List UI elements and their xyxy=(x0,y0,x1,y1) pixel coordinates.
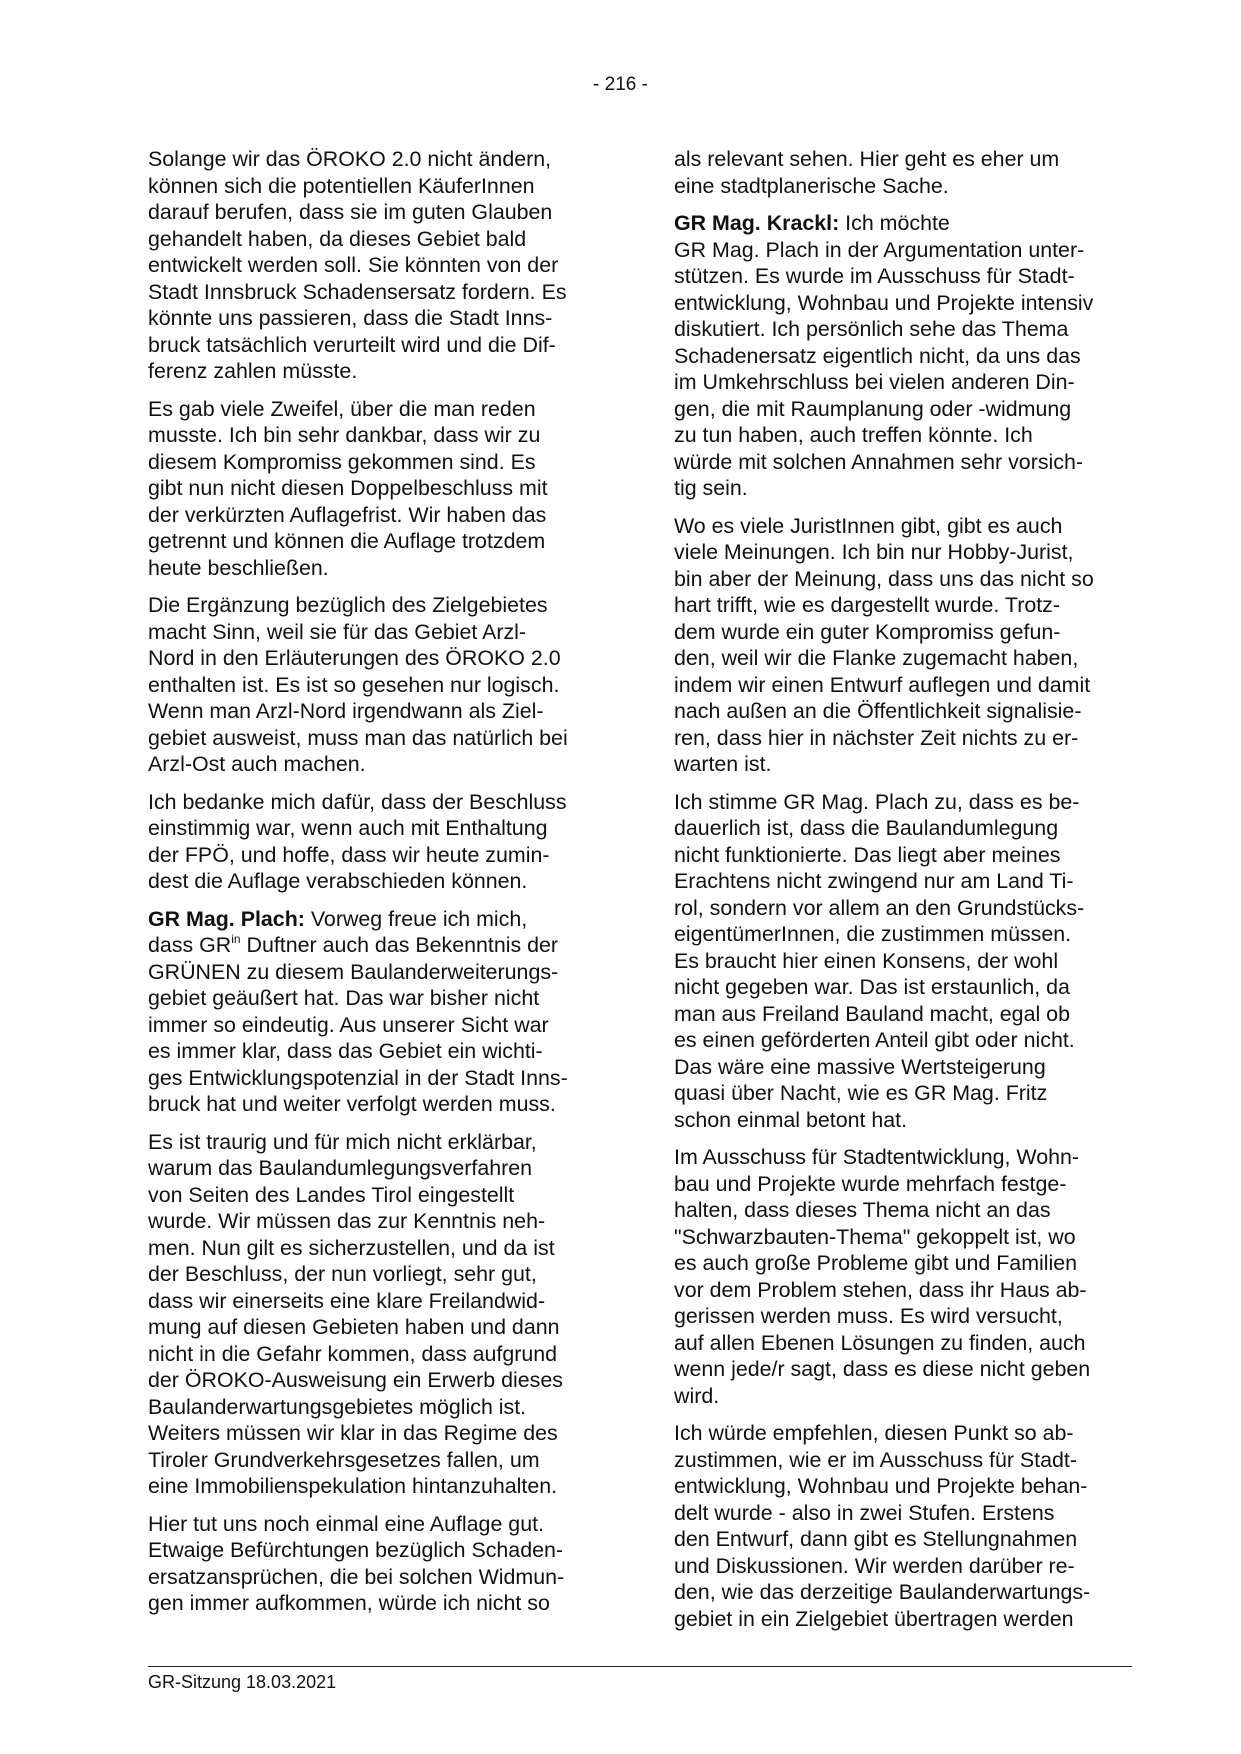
text-line xyxy=(148,932,603,959)
text-line: Schadenersatz eigentlich nicht, da uns das xyxy=(674,343,1081,368)
text-line: es auch große Probleme gibt und Familien xyxy=(674,1251,1078,1275)
text-line: "Schwarzbauten-Thema" gekoppelt ist, wo xyxy=(674,1224,1076,1249)
text-line: der Beschluss, der nun vorliegt, sehr gut, xyxy=(148,1262,537,1286)
text-line: können sich die potentiellen KäuferInnen xyxy=(148,173,535,198)
text-line: als relevant sehen. Hier geht es eher um xyxy=(674,147,1060,171)
text-line: darauf berufen, dass sie im guten Glauben xyxy=(148,200,553,224)
text-line: es immer klar, dass das Gebiet ein wichti- xyxy=(148,1039,543,1063)
text-line: warum das Baulandumlegungsverfahren xyxy=(148,1156,533,1180)
text-line: der verkürzten Auflagefrist. Wir haben das xyxy=(148,502,547,527)
left-column xyxy=(148,146,603,1628)
text-line: tig sein. xyxy=(674,476,748,500)
text-line: Ich würde empfehlen, diesen Punkt so ab- xyxy=(674,1421,1074,1445)
text-line: gen, die mit Raumplanung oder -widmung xyxy=(674,396,1072,421)
text-line: dauerlich ist, dass die Baulandumlegung xyxy=(674,816,1059,840)
text-line: gebiet geäußert hat. Das war bisher nicht xyxy=(148,986,540,1010)
text-line: Etwaige Befürchtungen bezüglich Schaden- xyxy=(148,1538,564,1562)
text-line: Erachtens nicht zwingend nur am Land Ti- xyxy=(674,869,1074,893)
text-line: Im Ausschuss für Stadtentwicklung, Wohn- xyxy=(674,1145,1080,1169)
text-line: bau und Projekte wurde mehrfach festge- xyxy=(674,1171,1067,1196)
text-line: entwickelt werden soll. Sie könnten von der xyxy=(148,253,559,277)
text-line: men. Nun gilt es sicherzustellen, und da ist xyxy=(148,1235,555,1260)
paragraph xyxy=(148,1511,603,1617)
speech-text: Duftner auch das Bekenntnis der xyxy=(240,933,559,957)
text-line xyxy=(674,210,1129,237)
text-line: halten, dass dieses Thema nicht an das xyxy=(674,1198,1051,1222)
text-line: gibt nun nicht diesen Doppelbeschluss mit xyxy=(148,476,548,500)
text-line: nach außen an die Öffentlichkeit signalisie- xyxy=(674,699,1082,723)
text-line: zu tun haben, auch treffen könnte. Ich xyxy=(674,423,1033,447)
text-line: Baulanderwartungsgebietes möglich ist. xyxy=(148,1394,527,1419)
text-line: nicht funktionierte. Das liegt aber meines xyxy=(674,842,1061,867)
text-line: es einen geförderten Anteil gibt oder nicht. xyxy=(674,1028,1075,1052)
text-line: stützen. Es wurde im Ausschuss für Stadt- xyxy=(674,264,1075,288)
text-line: GRÜNEN zu diesem Baulanderweiterungs- xyxy=(148,959,559,984)
text-line: bruck tatsächlich verurteilt wird und die Dif- xyxy=(148,332,556,357)
paragraph xyxy=(148,1129,603,1500)
text-line: könnte uns passieren, dass die Stadt Inns- xyxy=(148,306,553,330)
text-line: bin aber der Meinung, dass uns das nicht so xyxy=(674,566,1094,591)
text-line: GR Mag. Plach in der Argumentation unter- xyxy=(674,237,1085,262)
text-line: dest die Auflage verabschieden können. xyxy=(148,869,528,893)
text-line: Es braucht hier einen Konsens, der wohl xyxy=(674,948,1059,973)
text-line: ren, dass hier in nächster Zeit nichts zu er- xyxy=(674,725,1079,750)
paragraph xyxy=(674,513,1129,778)
text-line: Es gab viele Zweifel, über die man reden xyxy=(148,396,536,421)
text-line: warten ist. xyxy=(674,752,772,776)
text-line: hart trifft, wie es dargestellt wurde. Trotz- xyxy=(674,593,1060,617)
paragraph xyxy=(674,1144,1129,1409)
text-line: indem wir einen Entwurf auflegen und damit xyxy=(674,672,1091,697)
text-line: gebiet in ein Zielgebiet übertragen werden xyxy=(674,1606,1074,1631)
speech-text: Vorweg freue ich mich, xyxy=(304,906,528,931)
text-line: delt wurde - also in zwei Stufen. Erstens xyxy=(674,1500,1055,1525)
text-line: den, wie das derzeitige Baulanderwartungs- xyxy=(674,1580,1091,1604)
text-line: ferenz zahlen müsste. xyxy=(148,359,358,383)
text-line: Nord in den Erläuterungen des ÖROKO 2.0 xyxy=(148,646,561,670)
text-line: schon einmal betont hat. xyxy=(674,1107,908,1132)
paragraph xyxy=(148,396,603,582)
speaker-name: GR Mag. Krackl: xyxy=(674,211,840,235)
text-line: nicht in die Gefahr kommen, dass aufgrund xyxy=(148,1341,558,1366)
text-line: Ich bedanke mich dafür, dass der Beschluss xyxy=(148,789,567,814)
speaker-paragraph xyxy=(148,906,603,1118)
text-line: Solange wir das ÖROKO 2.0 nicht ändern, xyxy=(148,147,552,171)
footer-session-date: GR-Sitzung 18.03.2021 xyxy=(148,1672,337,1692)
text-line: dass wir einerseits eine klare Freilandwid- xyxy=(148,1288,546,1313)
speaker-paragraph xyxy=(674,210,1129,502)
text-line xyxy=(148,906,603,933)
text-line: enthalten ist. Es ist so gesehen nur logisch. xyxy=(148,672,560,697)
text-line: Die Ergänzung bezüglich des Zielgebietes xyxy=(148,593,548,617)
text-line: den Entwurf, dann gibt es Stellungnahmen xyxy=(674,1527,1078,1551)
text-line: rol, sondern vor allem an den Grundstücks- xyxy=(674,895,1085,920)
text-line: im Umkehrschluss bei vielen anderen Din- xyxy=(674,370,1075,394)
paragraph xyxy=(148,146,603,385)
text-line: ersatzansprüchen, die bei solchen Widmun- xyxy=(148,1564,565,1589)
text-line: würde mit solchen Annahmen sehr vorsich- xyxy=(674,449,1083,474)
page-number: - 216 - xyxy=(593,74,648,95)
text-line: den, weil wir die Flanke zugemacht haben, xyxy=(674,646,1079,670)
text-line: gehandelt haben, da dieses Gebiet bald xyxy=(148,226,527,251)
text-line: gebiet ausweist, muss man das natürlich bei xyxy=(148,725,568,750)
text-line: quasi über Nacht, wie es GR Mag. Fritz xyxy=(674,1081,1048,1105)
text-line: ges Entwicklungspotenzial in der Stadt Inns- xyxy=(148,1065,568,1090)
text-line: immer so eindeutig. Aus unserer Sicht war xyxy=(148,1012,549,1037)
text-line: heute beschließen. xyxy=(148,555,329,580)
text-line: eigentümerInnen, die zustimmen müssen. xyxy=(674,922,1072,946)
text-line: mung auf diesen Gebieten haben und dann xyxy=(148,1315,560,1339)
right-column xyxy=(674,146,1129,1643)
text-line: auf allen Ebenen Lösungen zu finden, auch xyxy=(674,1330,1086,1355)
text-line: zustimmen, wie er im Ausschuss für Stadt- xyxy=(674,1447,1077,1472)
text-line: gerissen werden muss. Es wird versucht, xyxy=(674,1304,1063,1328)
text-line: gen immer aufkommen, würde ich nicht so xyxy=(148,1591,550,1615)
text-line: vor dem Problem stehen, dass ihr Haus ab- xyxy=(674,1277,1087,1302)
text-line: musste. Ich bin sehr dankbar, dass wir zu xyxy=(148,423,541,447)
paragraph xyxy=(674,146,1129,199)
text-line: Wenn man Arzl-Nord irgendwann als Ziel- xyxy=(148,699,544,723)
text-line: dem wurde ein guter Kompromiss gefun- xyxy=(674,619,1061,644)
text-line: bruck hat und weiter verfolgt werden muss. xyxy=(148,1092,556,1116)
text-line: Arzl-Ost auch machen. xyxy=(148,752,366,776)
footer-divider xyxy=(148,1666,1132,1667)
text-line: man aus Freiland Bauland macht, egal ob xyxy=(674,1001,1070,1026)
text-line: wurde. Wir müssen das zur Kenntnis neh- xyxy=(148,1209,546,1233)
text-line: nicht gegeben war. Das ist erstaunlich, da xyxy=(674,975,1070,999)
text-line: diesem Kompromiss gekommen sind. Es xyxy=(148,449,536,474)
text-line: getrennt und können die Auflage trotzdem xyxy=(148,529,546,553)
paragraph xyxy=(674,1420,1129,1632)
text-line: von Seiten des Landes Tirol eingestellt xyxy=(148,1182,515,1207)
superscript: in xyxy=(231,931,241,946)
text-line: entwicklung, Wohnbau und Projekte intensiv xyxy=(674,290,1094,315)
text-line: Hier tut uns noch einmal eine Auflage gut. xyxy=(148,1511,544,1536)
text-line: Das wäre eine massive Wertsteigerung xyxy=(674,1054,1046,1079)
text-line: der FPÖ, und hoffe, dass wir heute zumin- xyxy=(148,842,550,867)
text-line: eine Immobilienspekulation hintanzuhalten. xyxy=(148,1474,558,1498)
text-line: und Diskussionen. Wir werden darüber re- xyxy=(674,1553,1075,1578)
paragraph xyxy=(148,789,603,895)
text-line: diskutiert. Ich persönlich sehe das Thema xyxy=(674,317,1069,341)
speech-text: dass GR xyxy=(148,933,232,957)
text-line: wenn jede/r sagt, dass es diese nicht geben xyxy=(674,1357,1091,1381)
text-line: entwicklung, Wohnbau und Projekte behan- xyxy=(674,1474,1088,1498)
text-line: Ich stimme GR Mag. Plach zu, dass es be- xyxy=(674,789,1080,814)
text-line: eine stadtplanerische Sache. xyxy=(674,173,949,198)
text-line: wird. xyxy=(674,1383,720,1408)
text-line: macht Sinn, weil sie für das Gebiet Arzl- xyxy=(148,619,527,644)
text-line: der ÖROKO-Ausweisung ein Erwerb dieses xyxy=(148,1368,563,1392)
paragraph xyxy=(148,592,603,778)
text-line: Stadt Innsbruck Schadensersatz fordern. Es xyxy=(148,279,567,304)
text-line: Weiters müssen wir klar in das Regime des xyxy=(148,1421,558,1445)
text-line: Es ist traurig und für mich nicht erklärbar, xyxy=(148,1129,537,1154)
paragraph xyxy=(674,789,1129,1134)
speaker-name: GR Mag. Plach: xyxy=(148,906,305,931)
text-line: Tiroler Grundverkehrsgesetzes fallen, um xyxy=(148,1447,540,1472)
text-line: einstimmig war, wenn auch mit Enthaltung xyxy=(148,816,548,840)
speech-text: Ich möchte xyxy=(839,211,950,235)
text-line: viele Meinungen. Ich bin nur Hobby-Jurist, xyxy=(674,540,1074,564)
text-line: Wo es viele JuristInnen gibt, gibt es auch xyxy=(674,513,1063,538)
